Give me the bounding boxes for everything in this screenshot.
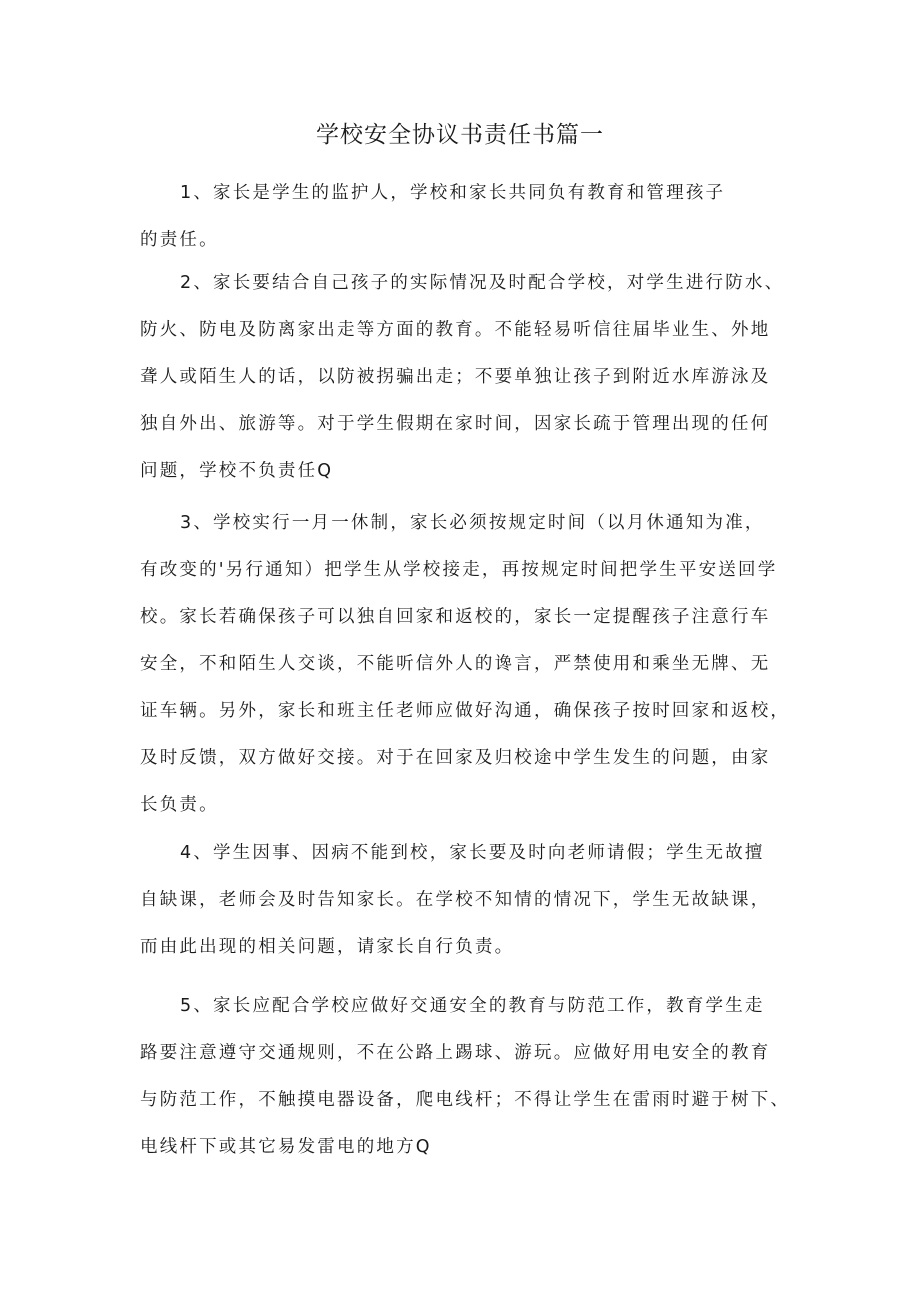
paragraph-line: 独自外出、旅游等。对于学生假期在家时间，因家长疏于管理出现的任何 [140,414,771,434]
paragraph-line: 聋人或陌生人的话，以防被拐骗出走；不要单独让孩子到附近水库游泳及 [140,367,771,387]
paragraph-line: 防火、防电及防离家出走等方面的教育。不能轻易听信往届毕业生、外地 [140,320,771,340]
paragraph-line: 而由此出现的相关问题，请家长自行负责。 [140,937,515,957]
paragraph-line: 证车辆。另外，家长和班主任老师应做好沟通，确保孩子按时回家和返校， [140,701,791,721]
paragraph-line: 4、学生因事、因病不能到校，家长要及时向老师请假；学生无故擅 [180,843,765,863]
paragraph-line: 问题，学校不负责任Q [140,461,334,481]
document-title: 学校安全协议书责任书篇一 [316,122,604,148]
paragraph-5 [140,983,800,1171]
paragraph-line: 的责任。 [140,230,219,250]
paragraph-line: 路要注意遵守交通规则，不在公路上踢球、游玩。应做好用电安全的教育 [140,1043,771,1063]
paragraph-line: 电线杆下或其它易发雷电的地方Q [140,1137,432,1157]
paragraph-line: 长负责。 [140,795,219,815]
paragraph-line: 1、家长是学生的监护人，学校和家长共同负有教育和管理孩子 [180,183,726,203]
paragraph-line: 与防范工作，不触摸电器设备，爬电线杆；不得让学生在雷雨时避于树下、 [140,1090,791,1110]
paragraph-3 [140,500,800,829]
paragraph-line: 3、学校实行一月一休制，家长必须按规定时间（以月休通知为准， [180,513,765,533]
paragraph-line: 自缺课，老师会及时告知家长。在学校不知情的情况下，学生无故缺课， [140,890,771,910]
paragraph-line: 2、家长要结合自己孩子的实际情况及时配合学校，对学生进行防水、 [180,273,785,293]
paragraph-line: 有改变的'另行通知）把学生从学校接走，再按规定时间把学生平安送回学 [140,560,778,580]
paragraph-2 [140,260,800,495]
paragraph-1 [140,170,800,264]
paragraph-line: 安全，不和陌生人交谈，不能听信外人的谗言，严禁使用和乘坐无牌、无 [140,654,771,674]
paragraph-4 [140,830,800,971]
paragraph-line: 及时反馈，双方做好交接。对于在回家及归校途中学生发生的问题，由家 [140,748,771,768]
paragraph-line: 5、家长应配合学校应做好交通安全的教育与防范工作，教育学生走 [180,996,765,1016]
paragraph-line: 校。家长若确保孩子可以独自回家和返校的，家长一定提醒孩子注意行车 [140,607,771,627]
